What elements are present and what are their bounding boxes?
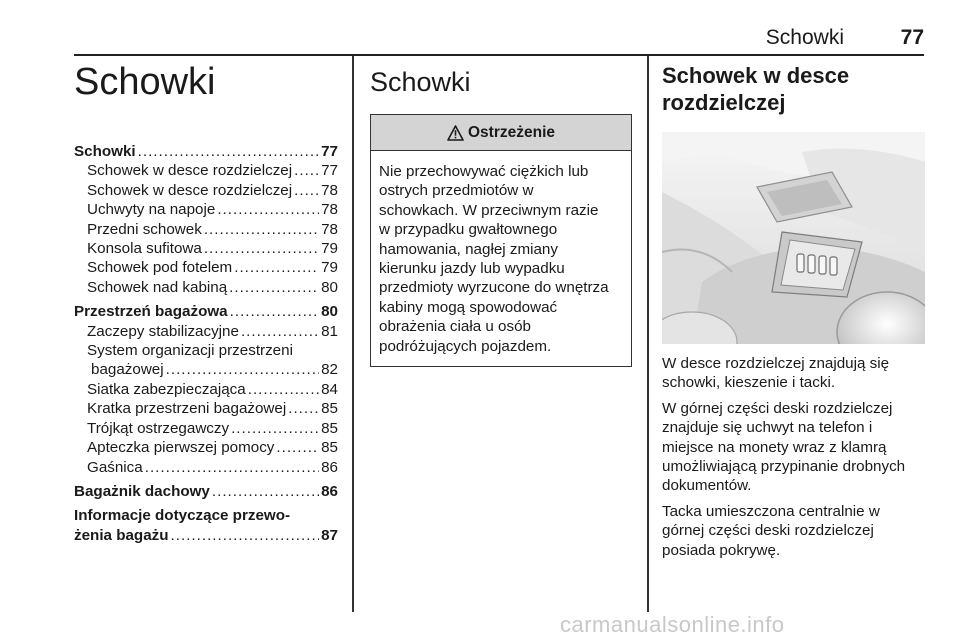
- section-title: Schowki: [370, 67, 471, 97]
- column-divider-1: [352, 56, 354, 612]
- toc-entry[interactable]: [74, 482, 338, 501]
- text-line: schowki, kieszenie i tacki.: [662, 374, 836, 392]
- toc-entry[interactable]: [74, 399, 338, 418]
- text-line: dokumentów.: [662, 477, 752, 495]
- toc-entry[interactable]: [74, 458, 338, 477]
- toc-label: Schowki: [74, 143, 136, 160]
- toc-page: 78: [321, 181, 338, 199]
- toc-label: Zaczepy stabilizacyjne: [87, 322, 239, 340]
- toc-label: Uchwyty na napoje: [87, 201, 216, 219]
- toc-entry[interactable]: [74, 526, 338, 545]
- warning-line: przedmioty wyrzucone do wnętrza: [379, 279, 609, 297]
- subsection-title-line2: rozdzielczej: [662, 90, 786, 115]
- toc-label: Schowek pod fotelem: [87, 259, 233, 277]
- toc-page: 87: [321, 526, 338, 544]
- toc-entry-line1[interactable]: Informacje dotyczące przewo-: [74, 507, 291, 525]
- toc-page: 78: [321, 220, 338, 238]
- warning-line: podróżujących pojazdem.: [379, 337, 552, 355]
- column-divider-2: [647, 56, 649, 612]
- toc-label: Schowek nad kabiną: [87, 278, 228, 296]
- text-line: znajduje się uchwyt na telefon i: [662, 419, 873, 437]
- toc-label: Konsola sufitowa: [87, 240, 202, 258]
- toc-label: Schowek w desce rozdzielczej: [87, 181, 293, 199]
- chapter-title: Schowki: [74, 61, 216, 103]
- text-line: posiada pokrywę.: [662, 541, 781, 559]
- toc-label: żenia bagażu: [74, 526, 169, 544]
- toc-entry[interactable]: [74, 239, 338, 258]
- warning-column: [370, 58, 632, 367]
- warning-text: [371, 151, 631, 366]
- text-line: górnej części deski rozdzielczej: [662, 522, 874, 540]
- toc-page: 77: [321, 143, 338, 160]
- warning-line: schowkach. W przeciwnym razie: [379, 201, 599, 219]
- warning-heading: Ostrzeżenie: [467, 123, 555, 141]
- warning-line: ostrych przedmiotów w: [379, 182, 534, 200]
- paragraph: [662, 502, 928, 560]
- toc-label: Siatka zabezpieczająca: [87, 380, 246, 398]
- text-line: W desce rozdzielczej znajdują się: [662, 355, 890, 372]
- header-rule: [74, 54, 924, 56]
- toc-page: 85: [321, 419, 338, 437]
- warning-box: [370, 114, 632, 367]
- toc-entry[interactable]: [74, 142, 338, 161]
- toc-entry[interactable]: [74, 360, 338, 379]
- toc-entry[interactable]: [74, 161, 338, 180]
- subsection-title: [662, 62, 928, 116]
- warning-line: w przypadku gwałtownego: [379, 221, 558, 239]
- toc-page: 78: [321, 201, 338, 219]
- toc-page: 86: [321, 482, 338, 500]
- warning-line: hamowania, nagłej zmiany: [379, 240, 558, 258]
- toc-entry-line1[interactable]: System organizacji przestrzeni: [87, 342, 293, 360]
- dashboard-tray-image: [662, 132, 925, 344]
- watermark: carmanualsonline.info: [560, 612, 785, 637]
- toc-page: 79: [321, 240, 338, 258]
- warning-triangle-icon: [447, 125, 464, 141]
- warning-line: kierunku jazdy lub wypadku: [379, 260, 565, 278]
- toc-entry[interactable]: [74, 380, 338, 399]
- toc-entry[interactable]: [74, 220, 338, 239]
- warning-header: [371, 115, 631, 151]
- toc-entry[interactable]: [74, 258, 338, 277]
- dashboard-storage-illustration: [662, 132, 925, 344]
- toc-label: Bagażnik dachowy: [74, 482, 210, 500]
- toc-entry[interactable]: [74, 419, 338, 438]
- toc-page: 77: [321, 162, 338, 180]
- body-text: [662, 354, 928, 560]
- toc-page: 81: [321, 322, 338, 340]
- dashboard-storage-column: [662, 62, 928, 566]
- toc-page: 85: [321, 400, 338, 418]
- toc-label: bagażowej: [91, 361, 164, 379]
- toc-entry[interactable]: [74, 302, 338, 321]
- warning-line: obrażenia ciała u osób: [379, 318, 531, 336]
- table-of-contents: [74, 142, 338, 545]
- paragraph: [662, 399, 928, 496]
- subsection-title-line1: Schowek w desce: [662, 63, 850, 88]
- toc-page: 82: [321, 361, 338, 379]
- toc-entry[interactable]: [74, 200, 338, 219]
- toc-label: Apteczka pierwszej pomocy: [87, 439, 275, 457]
- text-line: miejsce na monety wraz z klamrą: [662, 438, 887, 456]
- text-line: umożliwiającą przypinanie drobnych: [662, 458, 906, 476]
- toc-entry[interactable]: [74, 438, 338, 457]
- paragraph: [662, 354, 928, 393]
- toc-entry[interactable]: [74, 278, 338, 297]
- toc-column: [74, 58, 338, 545]
- toc-entry[interactable]: [74, 322, 338, 341]
- toc-label: Przedni schowek: [87, 220, 202, 238]
- warning-line: Nie przechowywać ciężkich lub: [379, 163, 589, 180]
- page-header: [624, 26, 924, 52]
- toc-page: 79: [321, 259, 338, 277]
- toc-label: Schowek w desce rozdzielczej: [87, 162, 293, 180]
- running-section-title: Schowki: [765, 26, 844, 49]
- toc-label: Trójkąt ostrzegawczy: [87, 419, 230, 437]
- toc-entry[interactable]: [74, 181, 338, 200]
- toc-label: Kratka przestrzeni bagażowej: [87, 400, 287, 418]
- toc-label: Przestrzeń bagażowa: [74, 303, 228, 321]
- toc-page: 86: [321, 458, 338, 476]
- toc-page: 84: [321, 380, 338, 398]
- toc-page: 85: [321, 439, 338, 457]
- page-number: 77: [900, 26, 924, 49]
- toc-page: 80: [321, 278, 338, 296]
- text-line: W górnej części deski rozdzielczej: [662, 399, 893, 417]
- toc-label: Gaśnica: [87, 458, 143, 476]
- text-line: Tacka umieszczona centralnie w: [662, 502, 880, 520]
- toc-page: 80: [321, 303, 338, 321]
- warning-line: kabiny mogą spowodować: [379, 298, 558, 316]
